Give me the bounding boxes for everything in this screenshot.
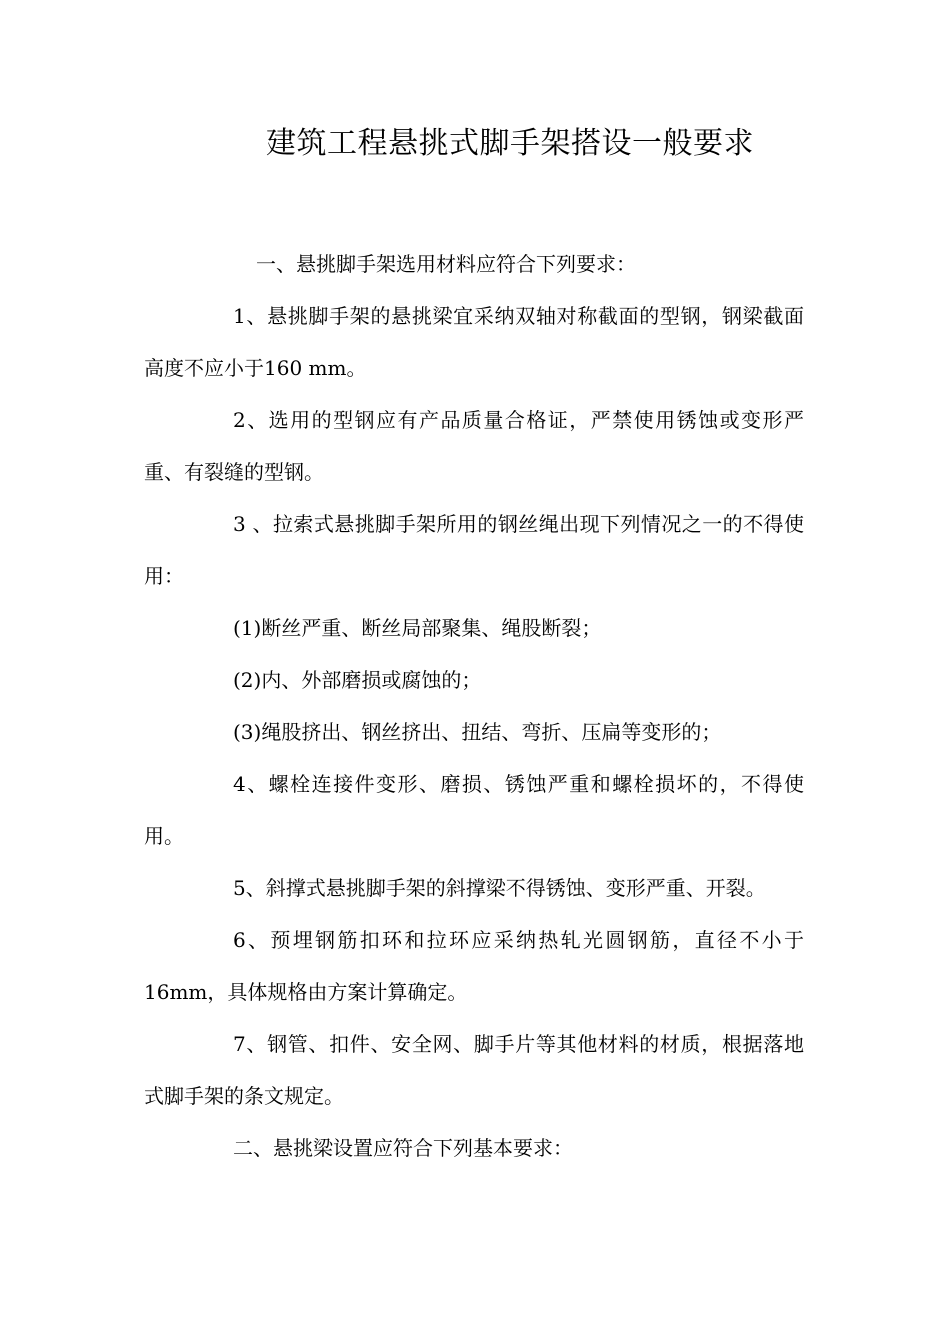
paragraph-item-4: 4、螺栓连接件变形、磨损、锈蚀严重和螺栓损坏的，不得使用。 xyxy=(144,772,804,848)
paragraph-item-7: 7、钢管、扣件、安全网、脚手片等其他材料的材质，根据落地式脚手架的条文规定。 xyxy=(144,1032,804,1108)
paragraph-item-6: 6、预埋钢筋扣环和拉环应采纳热轧光圆钢筋，直径不小于16mm，具体规格由方案计算确定。 xyxy=(144,928,804,1004)
paragraph-subitem-2: (2)内、外部磨损或腐蚀的； xyxy=(233,668,482,692)
paragraph-subitem-3: (3)绳股挤出、钢丝挤出、扭结、弯折、压扁等变形的； xyxy=(233,720,722,744)
paragraph-item-2: 2、选用的型钢应有产品质量合格证，严禁使用锈蚀或变形严重、有裂缝的型钢。 xyxy=(144,408,804,484)
section-heading-1: 一、悬挑脚手架选用材料应符合下列要求： xyxy=(256,252,636,276)
document-body xyxy=(144,238,804,1174)
paragraph-item-5: 5、斜撑式悬挑脚手架的斜撑梁不得锈蚀、变形严重、开裂。 xyxy=(233,876,766,900)
document-title: 建筑工程悬挑式脚手架搭设一般要求 xyxy=(266,126,754,161)
paragraph-item-3: 3 、拉索式悬挑脚手架所用的钢丝绳出现下列情况之一的不得使用： xyxy=(144,512,804,588)
paragraph-subitem-1: (1)断丝严重、断丝局部聚集、绳股断裂； xyxy=(233,616,602,640)
paragraph-item-1: 1、悬挑脚手架的悬挑梁宜采纳双轴对称截面的型钢，钢梁截面高度不应小于160 mm。 xyxy=(144,304,804,380)
section-heading-2: 二、悬挑梁设置应符合下列基本要求： xyxy=(233,1136,573,1160)
